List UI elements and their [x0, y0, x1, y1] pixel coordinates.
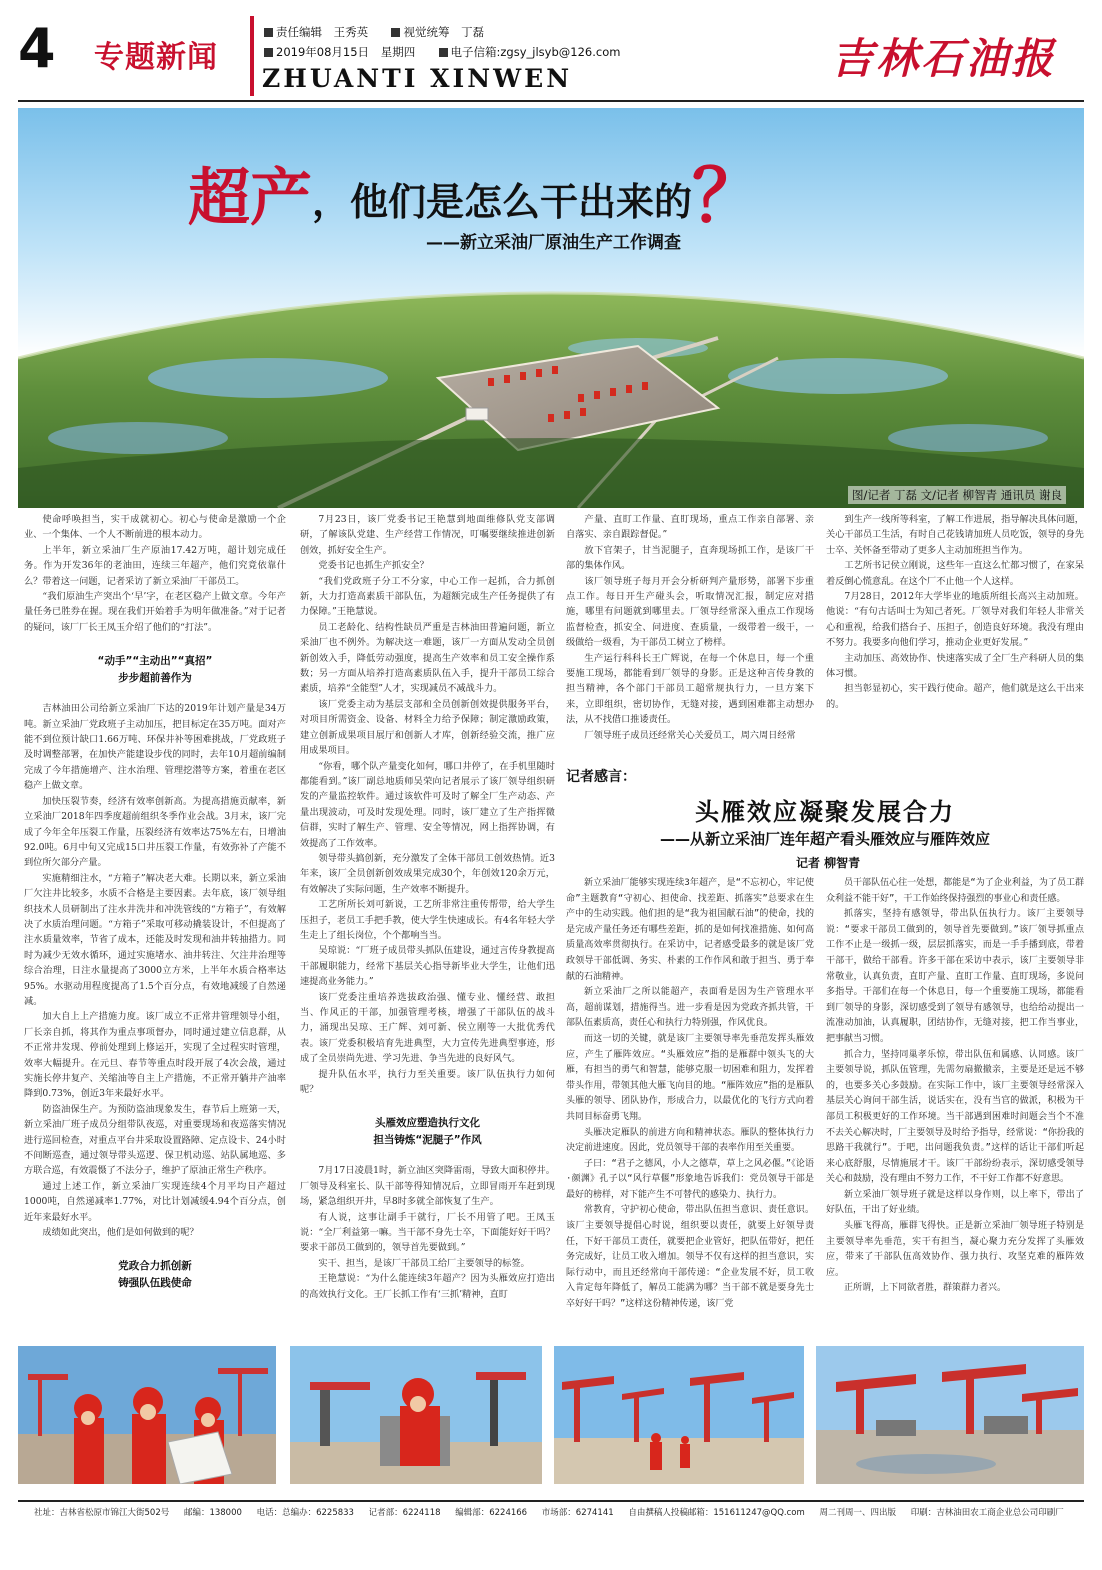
masthead	[0, 0, 1102, 108]
footer-phone-reporter: 记者部：6224118	[368, 1508, 441, 1518]
col1-paragraphs-2	[24, 701, 286, 1240]
subhead-3: 头雁效应塑造执行文化 担当铸炼“泥腿子”作风	[373, 1117, 482, 1147]
paragraph: 头雁飞得高，雁群飞得快。正是新立采油厂领导班子特别是主要领导率先垂范，实干有担当，凝心聚力充分发挥了头雁效应，带来了干部队伍高效协作、强力执行、攻坚克难的雁阵效应。	[826, 1221, 1084, 1278]
pumpjack-yard-image	[816, 1346, 1084, 1484]
issue-date: 2019年08月15日	[276, 45, 370, 59]
paragraph: 新立采油厂之所以能超产，表面看是因为生产管理水平高，超前谋划，措施得当。进一步看是因为党政齐抓共管，干部队伍素质高，责任心和执行力特别强，作风优良。	[566, 987, 814, 1029]
footer-phone-main: 电话：总编办：6225833	[256, 1508, 354, 1518]
section-title: 专题新闻	[94, 40, 218, 75]
paragraph: 使命呼唤担当，实干成就初心。初心与使命是激励一个企业、一个集体、一个人不断前进的根本动力。	[24, 514, 286, 541]
contact-email: 电子信箱:zgsy_jlsyb@126.com	[450, 45, 621, 59]
paragraph: 提升队伍水平，执行力至关重要。该厂队伍执行力如何呢？	[300, 1068, 555, 1096]
editor-info	[264, 22, 620, 62]
headline-question-mark: ？	[692, 153, 765, 238]
col4-paragraphs	[826, 512, 1084, 712]
footer-phone-edit: 编辑部：6224166	[455, 1508, 528, 1518]
editor-name: 王秀英	[333, 25, 369, 39]
paragraph: 上半年，新立采油厂生产原油17.42万吨，超计划完成任务。作为开发36年的老油田，连续三年超产，他们究竟依靠什么？带着这一问题，记者采访了新立采油厂干部员工。	[24, 544, 286, 587]
paragraph: 领导带头搞创新，充分激发了全体干部员工创效热情。近3年来，该厂全员创新创效成果完成30个，年创效120余万元，有效解决了实际问题，生产效率不断提升。	[300, 852, 555, 895]
headline-emphasis: 超产	[188, 161, 313, 234]
hero-photo	[18, 108, 1084, 508]
subhead-1: “动手”“主动出”“真招” 步步超前善作为	[97, 655, 213, 685]
paragraph: 吴琼说：“厂班子成员带头抓队伍建设，通过言传身教提高干部履职能力，经常下基层关心指导新毕业大学生，让他们迅速提高业务能力。”	[300, 945, 555, 988]
note-col2-paragraphs	[826, 876, 1084, 1297]
paragraph: 实施精细注水，“方箱子”解决老大难。长期以来，新立采油厂欠注井比较多，水质不合格是主要因素。去年底，该厂领导组织技术人员研制出了注水井洗井和冲洗管线的“方箱子”，有效解决了水质治理问题。“方箱子”采取可移动撬装设计，不但提高了注水质量效率，节省了成本，还能及时发现和油井转抽措力。同时为减少无效水循环，通过实施堵水、油井转注、欠注井治理等综合治理，日注水量提高了3000立方米，上半年水质合格率达95%。水驱动用程度提高了1.5个百分点，有效地减缓了自然递减。	[24, 872, 286, 1007]
reporter-note-column-2	[826, 876, 1084, 1324]
paragraph: 抓落实，坚持有感领导，带出队伍执行力。该厂主要领导说：“要求干部员工做到的，领导首先要做到。”该厂领导抓重点工作不止是一级抓一级，层层抓落实，而是一手手播到底，带着干部干，做给干部看。许多干部在采访中表示，该厂主要领导非常敬业，认真负责，直盯产量、直盯工作量、直盯现场，多说问多指导。干部们在每一个休息日，每一个重要施工现场，都能看到厂领导的身影，深切感受到了领导有感领导，也给给动提出一流准动加油，认真履职，团结协作，无缝对接，把工作当事业，把事献当习惯。	[826, 909, 1084, 1044]
footer-postcode: 邮编：138000	[183, 1508, 242, 1518]
paragraph: 主动加压、高效协作、快速落实成了全厂生产科研人员的集体习惯。	[826, 652, 1084, 680]
paragraph: 新立采油厂能够实现连续3年超产，是“不忘初心，牢记使命”主题教育“守初心、担使命、找差距、抓落实”总要求在生产中的生动实践。他们担的是“我为祖国献石油”的使命，找的是完成产量任务还有哪些差距，抓的是如何找准措施、如何高质量高效率贯彻执行。在采访中，记者感受最多的就是该厂党政领导干部低调、务实、朴素的工作作风和敢于担当、勇于奉献的石油精神。	[566, 878, 814, 982]
wellhead-image	[290, 1346, 542, 1484]
paragraph: 实干、担当，是该厂干部员工给厂主要领导的标签。	[318, 1257, 530, 1269]
page-number: 4	[18, 17, 56, 80]
masthead-divider	[250, 16, 254, 96]
paragraph: “你看，哪个队产量变化如何，哪口井停了，在手机里随时都能看到。”该厂副总地质师吴荣向记者展示了该厂领导组织研发的产量监控软件。通过该软件可及时了解全厂生产动态、产量出现波动，可及时发现处理。同时，该厂建立了生产指挥微信群，实时了解生产、管理、安全等情况，网上指挥协调，有效提高了工作效率。	[300, 760, 555, 849]
paragraph: 新立采油厂领导班子就是这样以身作则，以上率下，带出了好队伍，干出了好业绩。	[826, 1189, 1084, 1216]
paragraph: 防盗油保生产。为预防盗油现象发生，春节后上班第一天，新立采油厂班子成员分组带队夜巡，对重要现场和夜巡落实情况进行巡回检查，对重点平台井采取设置路障、定点设卡、24小时不间断巡查，通过领导带头巡逻、保卫机动巡、站队属地巡、多方联合巡，有效震慑了不法分子，维护了原油正常生产秩序。	[24, 1103, 286, 1177]
paragraph: 抓合力，坚持同巢孝乐惊，带出队伍和属感、认同感。该厂主要领导说，抓队伍管理，先需勿扇撤撤亲，主要是还是远不够的，也要多关心多鼓励。在实际工作中，该厂主要领导经常深入基层关心询问干部生活，说话实在，没有当官的做派，积极为干部员工积极更好的工作环境。当干部遇到困难时间题会当个不准不去关心解决时，厂主要领导及时给予指导，经常说：“你扮我的思路干我就行”。于吧，出问题我负责。”这样的话让干部们听起来心底舒服，尽情施展才干。该厂干部纷纷表示，深切感受领导关心和鼓励，没有理由不努力工作，不干好工作都不好意思。	[826, 1049, 1084, 1185]
reporter-note-title: 头雁效应凝聚发展合力	[695, 798, 955, 826]
paragraph: 放下官架子，甘当泥腿子，直奔现场抓工作，是该厂干部的集体作风。	[566, 544, 814, 572]
bullet-square-icon	[264, 48, 273, 57]
paragraph: 正所谓，上下同欲者胜，群策群力者兴。	[844, 1283, 1007, 1294]
footer-submission: 自由撰稿人投稿邮箱：151611247@QQ.com	[628, 1508, 805, 1518]
subhead-2: 党政合力抓创新 铸强队伍践使命	[118, 1260, 192, 1290]
article-column-2	[300, 512, 555, 1320]
paragraph: 工艺所所长刘可新说，工艺所非常注重传帮带，给大学生压担子，老员工手把手教，使大学生快速成长。有4名年轻大学生走上了组长岗位，个个都响当当。	[300, 899, 555, 941]
photo-workers-blueprints	[18, 1346, 276, 1484]
paragraph: 厂领导班子成员还经常关心关爱员工，周六周日经常	[584, 729, 796, 741]
col3-paragraphs	[566, 512, 814, 743]
paragraph: 7月23日，该厂党委书记王艳慧到地面维修队党支部调研，了解该队党建、生产经营工作情况，叮嘱要继续推进创新创效，抓好安全生产。	[300, 514, 555, 556]
headline-subtitle: ——新立采油厂原油生产工作调查	[426, 233, 681, 253]
paragraph: 子曰：“君子之德风，小人之德草，草上之风必偃。”《论语·颜渊》孔子以“风行草偃”形象地告诉我们：党员领导干部是最好的榜样，对下能产生不可替代的感染力、执行力。	[566, 1158, 814, 1200]
headline	[188, 138, 764, 242]
col1-paragraphs	[24, 512, 286, 635]
paragraph: “我们党政班子分工不分家，中心工作一起抓，合力抓创新，大力打造高素质干部队伍，为超额完成生产任务提供了有力保障。”王艳慧说。	[300, 575, 555, 618]
footer-phone-market: 市场部：6274141	[541, 1508, 614, 1518]
photo-pumpjack-field	[554, 1346, 804, 1484]
paragraph: 产量、直盯工作量、直盯现场，重点工作亲自部署、亲自落实、亲自跟踪督促。”	[566, 514, 814, 541]
paragraph: 工艺所书记侯立刚说，这些年一直这么忙都习惯了，在家呆着反倒心慌意乱。在这个厂不止他一个人这样。	[826, 560, 1084, 587]
bullet-square-icon	[439, 48, 448, 57]
paragraph: 员干部队伍心往一处想，都能是“为了企业利益，为了员工群众利益不能干好”，干工作始终保持强烈的事业心和责任感。	[826, 878, 1084, 904]
paragraph: 加大自上上产措施力度。该厂成立不正常井管理领导小组，厂长亲自抓，将其作为重点事项督办，同时通过建立信息群，从不正常井发现、停前处理到上修运开，实现了全过程实时管理，效率大幅提升。在元旦、春节等重点时段开展了4次会战，通过实施长停井复产、关缩油等自主上产措施，不正常开躺井产油率降到0.73%，创近3年来最好水平。	[24, 1011, 286, 1100]
visual-name: 丁磊	[461, 25, 485, 39]
bullet-square-icon	[391, 28, 400, 37]
paragraph: 王艳慧说：“为什么能连续3年超产？因为头雁效应打造出的高效执行文化。王厂长抓工作有‘三抓’精神，直盯	[300, 1273, 555, 1300]
newspaper-logo: 吉林石油报	[830, 34, 1056, 83]
paragraph: 该厂领导班子每月开会分析研判产量形势，部署下步重点工作。每日开生产碰头会，听取情况汇报，制定应对措施，哪里有问题就到哪里去。厂领导经常深入重点工作现场监督检查，抓安全、问进度、查质量，一级带着一级干，一级做给一级看，为干部员工树立了榜样。	[566, 575, 814, 649]
paragraph: 担当彰显初心，实干践行使命。超产，他们就是这么干出来的。	[826, 683, 1084, 710]
photo-credit: 图/记者 丁磊 文/记者 柳智青 通讯员 谢良	[848, 486, 1066, 504]
footer	[34, 1506, 1084, 1518]
issue-weekday: 星期四	[380, 45, 416, 59]
col2-paragraphs-2	[300, 1163, 555, 1302]
paragraph: 7月28日，2012年大学毕业的地质所组长高兴主动加班。他说：“有句古话叫士为知己者死。厂领导对我们年轻人非常关心和重视，给我们搭台子、压担子，创造良好环境。我没有理由不努力。我要多向他们学习，推动企业更好发展。”	[826, 591, 1084, 649]
reporter-note-byline: 记者 柳智青	[796, 856, 861, 870]
visual-label: 视觉统筹	[403, 25, 450, 39]
pumpjack-field-image	[554, 1346, 804, 1484]
paragraph: 有人说，这事让副手干就行，厂长不用管了吧。王凤玉说：“全厂利益第一嘛。当干部不身先士卒，下面能好好干吗？要求干部员工做到的，领导首先要做到。”	[300, 1211, 555, 1254]
paragraph: 成绩如此突出，他们是如何做到的呢？	[42, 1227, 199, 1239]
footer-printer: 印刷：吉林油田农工商企业总公司印刷厂	[910, 1508, 1064, 1518]
note-col1-paragraphs	[566, 876, 814, 1313]
paragraph: “我们原油生产突出个‘早’字，在老区稳产上做文章。今年产量任务已胜券在握。现在我们开始着手为明年做准备。”对于记者的疑问，该厂厂长王凤玉介绍了他们的“打法”。	[24, 591, 286, 633]
paragraph: 到生产一线所等科室，了解工作进展，指导解决具体问题，关心干部员工生活，有时自己花钱请加班人员吃饭，领导的身先士卒、关怀备至带动了更多人主动加班担当作为。	[826, 514, 1084, 556]
paragraph: 党委书记也抓生产抓安全？	[318, 560, 429, 572]
paragraph: 生产运行科科长王广辉说，在每一个休息日，每一个重要施工现场，都能看到厂领导的身影。正是这种言传身教的担当精神，各个部门干部员工超常规执行力，一旦方案下来，立即组织，密切协作，无缝对接，遇到困难都主动想办法，从不找借口推诿责任。	[566, 652, 814, 726]
bullet-square-icon	[264, 28, 273, 37]
col2-paragraphs	[300, 512, 555, 1097]
footer-address: 社址：吉林省松原市锦江大街502号	[34, 1508, 170, 1518]
reporter-note-column-1	[566, 876, 814, 1324]
reporter-note-label: 记者感言：	[566, 769, 636, 785]
article-column-1	[24, 512, 286, 1320]
photo-pumpjack-yard	[816, 1346, 1084, 1484]
paragraph: 头雁决定雁队的前进方向和精神状态。雁队的整体执行力决定前进速度。因此，党员领导干部的表率作用至关重要。	[566, 1127, 814, 1154]
paragraph: 该厂党委注重培养选拔政治强、懂专业、懂经营、敢担当、作风正的干部，加强管理考核，增强了干部队伍的战斗力，涌现出吴琼、王广辉、刘可新、侯立刚等一大批优秀代表。该厂党委积极培育先进典型，大力宣传先进典型事迹，形成了全员崇尚先进、学习先进、争当先进的良好风气。	[300, 991, 555, 1065]
headline-text: ，他们是怎么干出来的	[312, 179, 693, 224]
footer-schedule: 周二刊周一、四出版	[819, 1508, 896, 1518]
article-column-4	[826, 512, 1084, 746]
footer-rule	[18, 1500, 1084, 1502]
editor-label: 责任编辑	[276, 25, 322, 39]
paragraph: 吉林油田公司给新立采油厂下达的2019年计划产量是34万吨。新立采油厂党政班子主动加压，把目标定在35万吨。面对产能不到位预计缺口1.66万吨、环保井补等困难挑战，厂党政班子及时调整部署，在加快产能建设步伐的同时，去年10月超前编制完成了今年措施增产、注水治理、管理挖潜等方案，着重在老区稳产上做文章。	[24, 703, 286, 792]
workers-image	[18, 1346, 276, 1484]
masthead-rule	[18, 100, 1084, 102]
paragraph: 加快压裂节奏，经济有效率创新高。为提高措施贡献率，新立采油厂2018年四季度超前组织冬季作业会战。3月末，该厂完成了今年全年压裂工作量，压裂经济有效率达75%左右，日增油92.0吨。6月中旬又完成15口井压裂工作量，有效弥补了产能不到位所欠部分产量。	[24, 795, 286, 869]
article-column-3	[566, 512, 814, 746]
paragraph: 该厂党委主动为基层支部和全员创新创效提供服务平台，对项目所需资金、设备、材料全力给予保障；制定激励政策，建立创新成果项目展厅和创新人才库，创新经验交流，推广应用成果项目。	[300, 698, 555, 757]
section-pinyin: ZHUANTI XINWEN	[262, 64, 573, 93]
paragraph: 通过上述工作，新立采油厂实现连续4个月平均日产超过1000吨，自然递减率1.77%，对比计划减缓4.94个百分点，创近年来最好水平。	[24, 1180, 286, 1223]
paragraph: 员工老龄化、结构性缺员严重是吉林油田普遍问题，新立采油厂也不例外。为解决这一难题，该厂一方面从发动全员创新创效入手，降低劳动强度，提高生产效率和员工安全操作系数；另一方面从培养打造高素质队伍入手，提升干部员工综合素质，培养“全能型”人才，实现减员不减战斗力。	[300, 621, 555, 695]
reporter-note-subtitle: ——从新立采油厂连年超产看头雁效应与雁阵效应	[659, 830, 990, 848]
paragraph: 而这一切的关键，就是该厂主要领导率先垂范发挥头雁效应，产生了雁阵效应。“头雁效应”指的是雁群中领头飞的大雁，有担当的勇气和智慧，能够克服一切困难和阻力，发挥着带头作用，带领其他大雁飞向目的地。“雁阵效应”指的是雁队头雁的领导、团队协作，形成合力，以最优化的飞行方式向着共同目标奋勇飞翔。	[566, 1033, 814, 1122]
paragraph: 7月17日凌晨1时，新立油区突降雷雨，导致大面积停井。厂领导及科室长、队干部等得知情况后，立即冒雨开车赶到现场，紧急组织开井，早8时多就全部恢复了生产。	[300, 1165, 555, 1208]
photo-worker-wellhead	[290, 1346, 542, 1484]
paragraph: 常教育，守护初心使命，带出队伍担当意识、责任意识。该厂主要领导提倡心时说，组织要以责任，就要上好领导责任，下好干部员工责任，就要把企业管好，把队伍带好，把任务完成好，让员工收入增加。领导不仅有这样的担当意识，实际行动中，而且还经常向干部传递：“企业发展不好，员工收入肯定每年降低了，解员工能满为哪？当干部不就是要身先士卒好好干吗？”这样这份精神传递，该厂党	[566, 1205, 814, 1310]
